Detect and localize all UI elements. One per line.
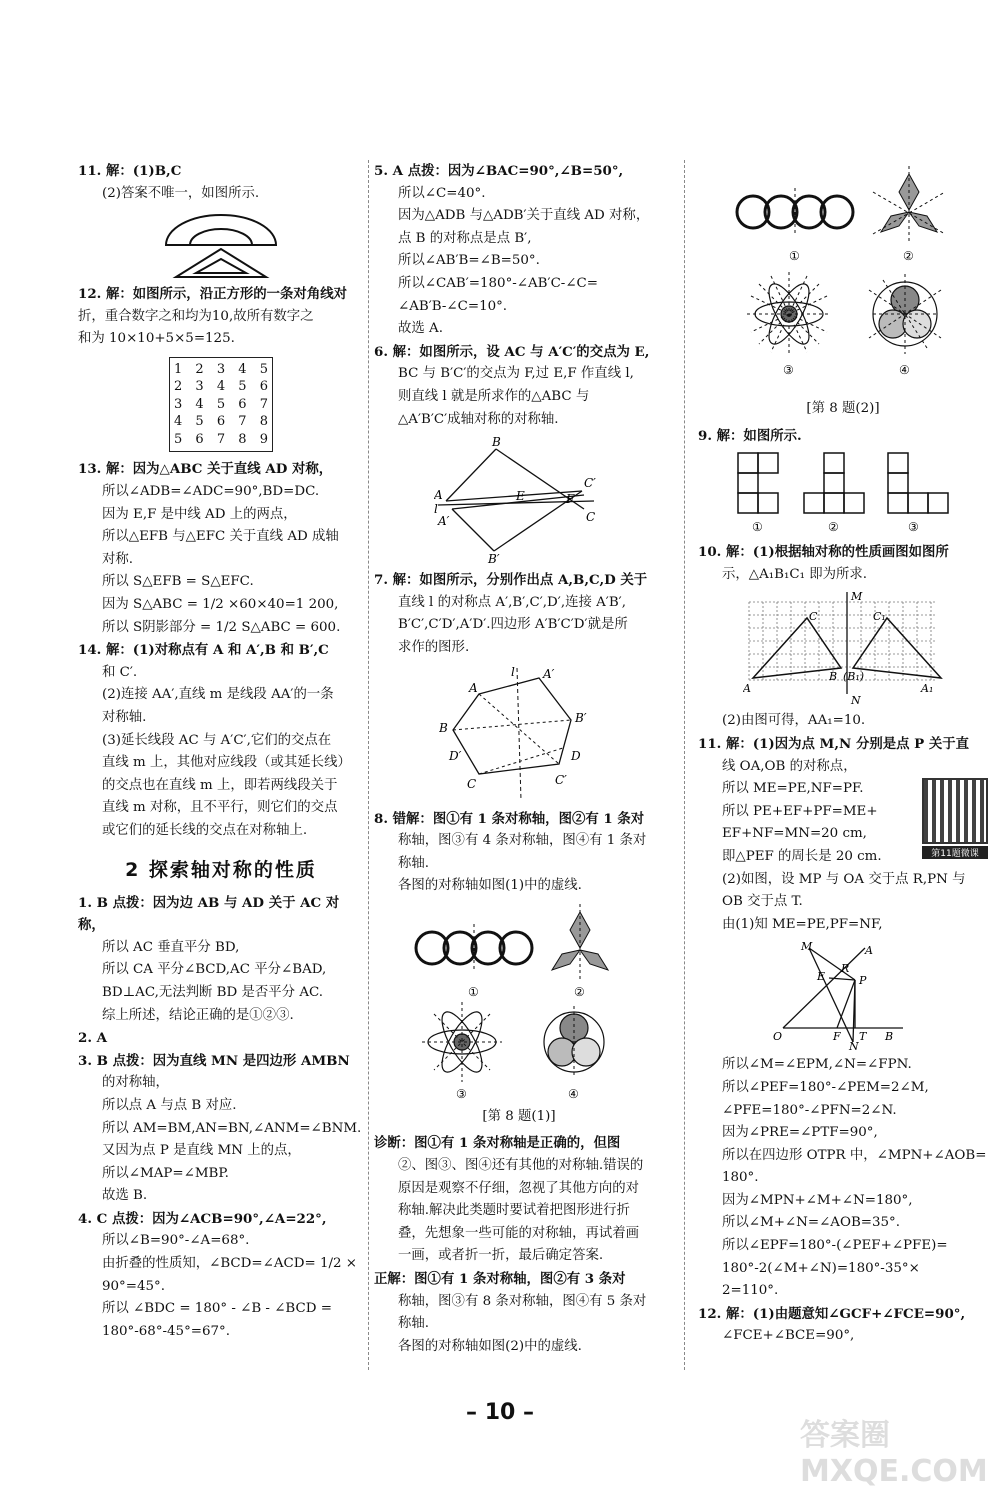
svg-text:N: N [851,694,861,707]
svg-text:①: ① [789,249,800,263]
svg-text:(B₁): (B₁) [843,670,865,684]
grid-row: 3 4 5 6 7 [174,396,268,412]
qr-code-icon [922,778,988,844]
svg-text:M: M [801,940,813,954]
svg-text:C′: C′ [584,476,596,491]
answer-6: 6. 解：如图所示，设 AC 与 A′C′的交点为 E, BC 与 B′C′的交点为 F,过 E,F 作直线 l, 则直线 l 就是所求作的△ABC 与 △A′B′C′成轴对称的对称轴. [374,343,650,427]
answer-12: 12. 解：(1)由题意知∠GCF+∠FCE=90°, ∠FCE+∠BCE=90°, [698,1305,966,1344]
svg-text:②: ② [828,520,839,535]
page-number: – 10 – [466,1400,534,1425]
column-right [698,160,988,1348]
column-middle [374,160,664,1358]
svg-text:F: F [833,1030,841,1044]
section-answer-1: 1. B 点拨：因为边 AB 与 AD 关于 AC 对称， 所以 AC 垂直平分 BD, 所以 CA 平分∠BCD,AC 平分∠BAD, BD⊥AC,无法判断 BD 是否平分 AC. 综上所述，结论正确的是①②③. [78,894,340,1023]
grid-row: 4 5 6 7 8 [174,414,268,430]
svg-text:C₁: C₁ [873,610,886,624]
figure-caption: [第 8 题(1)] [482,1108,556,1124]
svg-text:②: ② [903,249,914,263]
svg-text:A: A [743,682,751,696]
column-left [78,160,364,1343]
fig8-1-symmetry [404,902,634,1102]
grid-row: 2 3 4 5 6 [174,379,268,395]
svg-text:l: l [511,664,515,679]
svg-text:N: N [849,1040,859,1051]
svg-text:①: ① [752,520,763,535]
section-answer-3: 3. B 点拨：因为直线 MN 是四边形 AMBN 的对称轴， 所以点 A 与点 B 对应. 所以 AM=BM,AN=BN,∠ANM=∠BNM. 又因为点 P 是直线 MN 上的点， 所以∠MAP=∠MBP. 故选 B. [78,1052,362,1204]
grid-row: 1 2 3 4 5 [174,361,268,377]
svg-text:T: T [859,1030,867,1044]
svg-text:E: E [516,489,525,504]
answer-10-part2: (2)由图可得，AA₁=10. [722,713,866,729]
answer-14: 14. 解：(1)对称点有 A 和 A′,B 和 B′,C 和 C′. (2)连接 AA′,直线 m 是线段 AA′的一条 对称轴. (3)延长线段 AC 与 A′C′,它们的交点在 直线 m 上，其他对应线段（或其延长线） 的交点也在直线 m 上，即若两线段关于 直线 m 对称，且不平行，则它们的交点 或它们的延长线的交点在对称轴上. [78,642,351,838]
svg-text:D′: D′ [449,748,462,763]
svg-text:P: P [859,974,867,988]
answer-11: 11. 解：(1)因为点 M,N 分别是点 P 关于直 线 OA,OB 的对称点， 所以 ME=PE,NF=PF. 所以 PE+EF+PF=ME+ EF+NF=MN=20 cm, 即△PEF 的周长是 20 cm. 第11题微课 (2)如图，设 MP 与 OA 交于点 R,PN 与 OB 交于点 T. 由(1)知 ME=PE,PF=NF, [698,733,988,936]
svg-text:B: B [885,1030,894,1044]
protractor-triangle-figure [156,209,286,279]
svg-text:F: F [566,492,575,507]
svg-text:C: C [586,510,596,525]
answer-11: 11. 解：(1)B,C (2)答案不唯一，如图所示. [78,163,260,201]
svg-text:④: ④ [899,363,910,377]
svg-text:C′: C′ [555,772,567,787]
answer-5: 5. A 点拨：因为∠BAC=90°,∠B=50°, 所以∠C=40°. 因为△ADB 与△ADB′关于直线 AD 对称， 点 B 的对称点是点 B′, 所以∠AB′B=∠B=50°. 所以∠CAB′=180°-∠AB′C-∠C= ∠AB′B-∠C=10°. 故选 A. [374,163,650,337]
svg-text:A: A [865,944,873,958]
grid-row: 5 6 7 8 9 [174,431,268,447]
figure-caption: [第 8 题(2)] [806,401,880,416]
watermark: 答案圈 MXQE.COM [800,1418,988,1489]
fig7-pentagon [439,664,599,804]
svg-text:R: R [841,962,850,976]
answer-9: 9. 解：如图所示. [698,427,802,444]
svg-text:O: O [773,1030,783,1044]
svg-text:①: ① [468,984,479,999]
fig11-angles [773,940,913,1050]
svg-text:l: l [434,502,438,517]
svg-text:M: M [851,590,863,604]
svg-text:E: E [817,970,826,984]
svg-text:A₁: A₁ [921,682,934,696]
svg-text:A′: A′ [543,666,555,681]
svg-text:③: ③ [783,363,794,377]
svg-text:B′: B′ [488,552,500,566]
column-divider [684,160,685,1370]
fig8-2-symmetry [723,164,963,394]
svg-text:③: ③ [456,1086,467,1101]
section-answer-4: 4. C 点拨：因为∠ACB=90°,∠A=22°, 所以∠B=90°-∠A=68°. 由折叠的性质知，∠BCD=∠ACD= 1/2 × 90°=45°. 所以 ∠BDC = 180° - ∠B - ∠BCD = 180°-68°-45°=67°. [78,1210,358,1339]
answer-10: 10. 解：(1)根据轴对称的性质画图如图所 示，△A₁B₁C₁ 即为所求. [698,544,949,582]
svg-text:B′: B′ [575,710,587,725]
answer-11-part2: 所以∠M=∠EPM,∠N=∠FPN. 所以∠PEF=180°-∠PEM=2∠M, ∠PFE=180°-∠PFN=2∠N. 因为∠PRE=∠PTF=90°, 所以在四边形 OTPR 中，∠MPN+∠AOB= 180°. 因为∠MPN+∠M+∠N=180°, 所以∠M+∠N=∠AOB=35°. 所以∠EPF=180°-(∠PEF+∠PFE)= 180°-2(∠M+∠N)=180°-35°× 2=110°. [722,1057,987,1299]
number-grid [169,357,273,453]
qr-code[interactable]: 第11题微课 [922,778,988,868]
svg-text:B: B [492,435,501,450]
svg-text:②: ② [574,984,585,999]
answer-8-wrong: 8. 错解：图①有 1 条对称轴，图②有 1 条对 称轴，图③有 4 条对称轴，图④有 1 条对 称轴. 各图的对称轴如图(1)中的虚线. [374,810,647,894]
svg-text:D: D [571,748,581,763]
answer-11-with-qr: 所以 ME=PE,NF=PF. 所以 PE+EF+PF=ME+ EF+NF=MN=20 cm, 即△PEF 的周长是 20 cm. 第11题微课 [698,778,988,868]
svg-text:B: B [439,720,448,735]
correct-solution: 正解：图①有 1 条对称轴，图②有 3 条对 称轴，图③有 8 条对称轴，图④有 5 条对 称轴. 各图的对称轴如图(2)中的虚线. [374,1271,647,1354]
answer-12: 12. 解：如图所示，沿正方形的一条对角线对 折，重合数字之和均为10,故所有数字之 和为 10×10+5×5=125. [78,286,347,347]
fig10-grid-triangles [743,590,943,706]
svg-text:C: C [467,776,477,791]
column-divider [368,160,369,1370]
svg-text:B: B [829,670,838,684]
fig9-shapes [728,451,958,537]
svg-text:A′: A′ [438,514,450,529]
answer-13: 13. 解：因为△ABC 关于直线 AD 对称， 所以∠ADB=∠ADC=90°,BD=DC. 因为 E,F 是中线 AD 上的两点， 所以△EFB 与△EFC 关于直线 AD 成轴 对称. 所以 S△EFB = S△EFC. 因为 S△ABC = 1/2 ×60×40=1 200, 所以 S阴影部分 = 1/2 S△ABC = 600. [78,461,341,635]
section-title: 2 探索轴对称的性质 [125,858,317,881]
svg-text:A: A [469,680,478,695]
fig6-triangles [434,435,604,565]
svg-text:A: A [434,488,443,503]
section-answer-2: 2. A [78,1030,108,1047]
svg-text:C: C [809,610,818,624]
svg-text:④: ④ [568,1086,579,1101]
diagnosis: 诊断：图①有 1 条对称轴是正确的，但图 ②、图③、图④还有其他的对称轴.错误的 原因是观察不仔细，忽视了其他方向的对 称轴.解决此类题时要试着把图形进行折 叠，先想象一些可能的对称轴，再试着画 一画，或者折一折，最后确定答案. [374,1135,644,1264]
answer-7: 7. 解：如图所示，分别作出点 A,B,C,D 关于 直线 l 的对称点 A′,B′,C′,D′,连接 A′B′, B′C′,C′D′,A′D′.四边形 A′B′C′D′就是所 求作的图形. [374,572,648,655]
svg-text:③: ③ [908,520,919,535]
